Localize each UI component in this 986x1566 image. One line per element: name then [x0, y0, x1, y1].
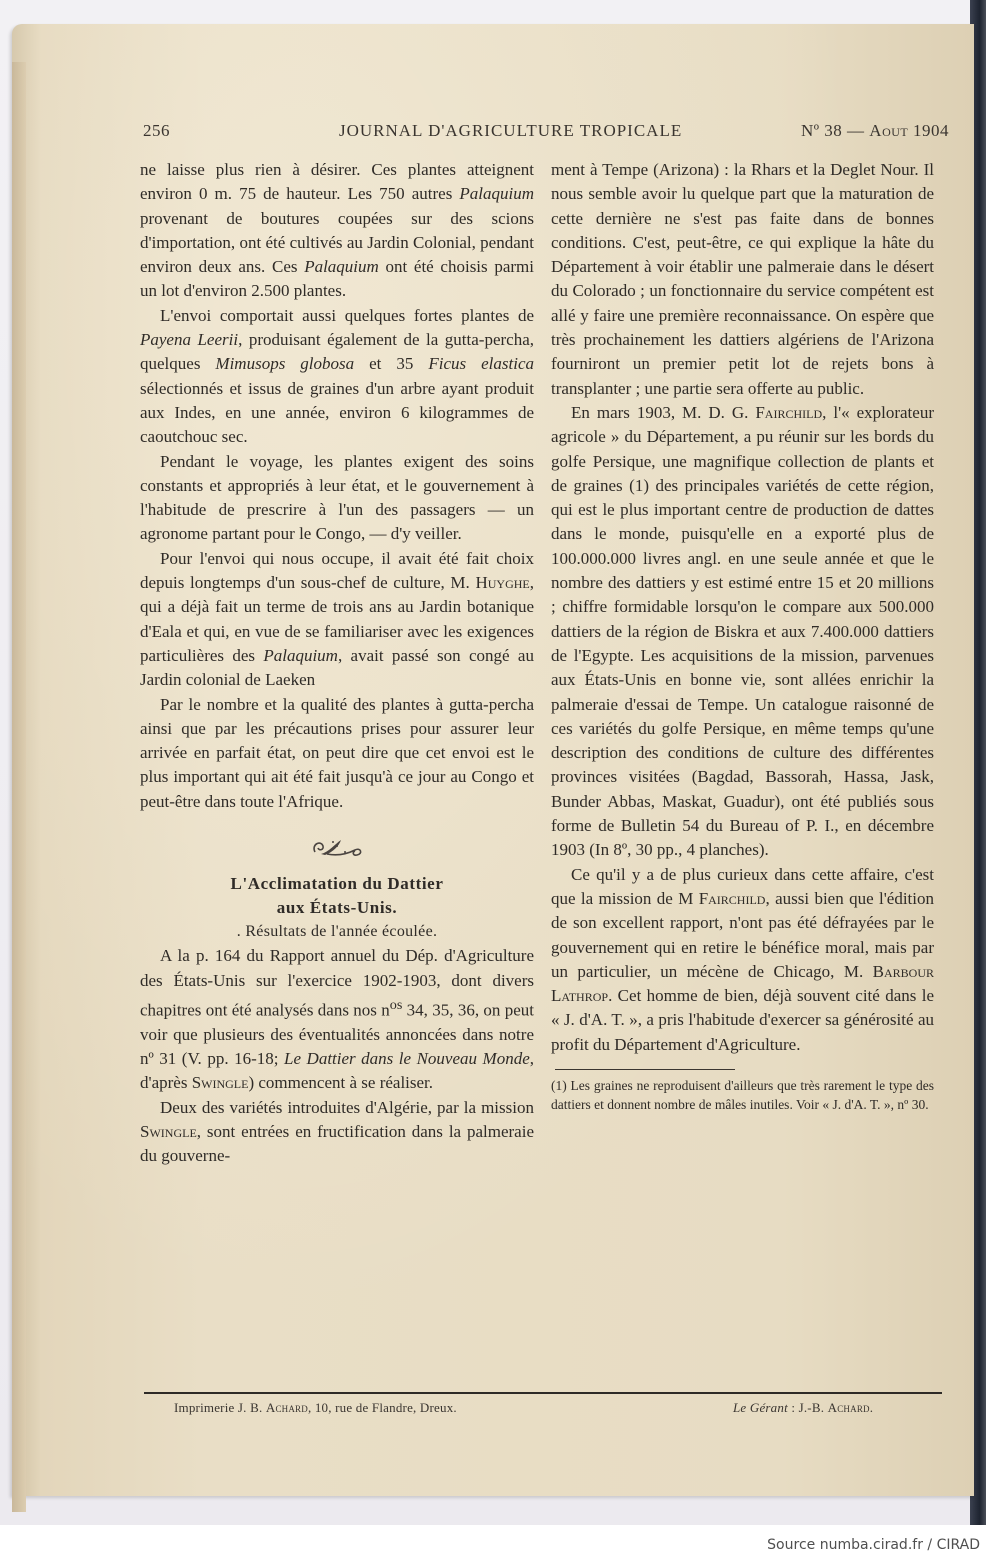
text: Deux des variétés introduites d'Algérie, par la mission	[160, 1097, 534, 1117]
text: 34, 35, 36, on peut voir que plusieurs des éventualités annoncées dans notre nº 31 (V. pp. 16-18;	[140, 1000, 534, 1069]
source-credit: Source numba.cirad.fr / CIRAD	[767, 1537, 980, 1553]
person-name: Barbour Lathrop	[551, 961, 934, 1006]
printer-name: Achard	[265, 1400, 308, 1415]
text: provenant de boutures coupées sur des scions d'importation, ont été cultivés au Jardin Colonial, pendant environ deux ans. Ces	[140, 208, 534, 277]
left-column	[140, 158, 534, 1169]
person-name: Fairchild	[698, 888, 766, 908]
text: A la p. 164 du Rapport annuel du Dép. d'Agriculture des États-Unis sur l'exercice 1902-1903, dont divers chapitres ont été analysés dans nos n	[140, 946, 534, 1020]
text: ont été choisis parmi un lot d'environ 2.500 plantes.	[140, 257, 534, 301]
paragraph: Par le nombre et la qualité des plantes à gutta-percha ainsi que par les précautions prises pour assurer leur arrivée en parfait état, on peut dire que cet envoi est le plus important qui ait été fait jusqu'à ce jour au Congo et peut-être dans toute l'Afrique.	[140, 694, 534, 811]
issue-info	[801, 121, 949, 141]
person-name: Swingle	[191, 1073, 249, 1093]
text: , produisant également de la gutta-percha, quelques	[140, 330, 534, 374]
article-title-line-1: L'Acclimatation du Dattier	[230, 874, 444, 894]
text: . Cet homme de bien, déjà souvent cité dans le « J. d'A. T. », a pris l'habitude d'exercer sa générosité au profit du Département d'Agriculture.	[551, 986, 934, 1054]
text: et 35	[354, 354, 429, 374]
text: , avait passé son congé au Jardin colonial de Laeken	[140, 645, 534, 690]
paragraph	[551, 863, 934, 1057]
cited-title: Le Dattier dans le Nouveau Monde	[284, 1049, 530, 1069]
text: , l'« explorateur agricole » du Département, a pu réunir sur les bords du golfe Persique, une magnifique collection de plants et de graines (1) des principales variétés de cette région, qui est le plus important centre de production de dattes dans le monde, puisqu'elle en a exporté plus de 100.000.000 livres angl. en une seule année et que le nombre des dattiers y est estimé entre 15 et 20 millions ; chiffre formidable lorsqu'on le compare aux 500.000 dattiers de la région de Biskra et aux 7.400.000 dattiers de l'Egypte. Les acquisitions de la mission, parvenues aux États-Unis en bonne vie, sont allées enrichir la palmeraie d'essai de Tempe. Un catalogue raisonné de ces variétés du golfe Persique, en même temps qu'une description des conditions de culture des différentes provinces visitées (Bagdad, Bassorah, Hassa, Jask, Bunder Abbas, Maskat, Guadur), ont été publiés sous forme de Bulletin 54 du Bureau of P. I., en décembre 1903 (In 8º, 30 pp., 4 planches).	[551, 402, 934, 860]
issue-month: Aout	[869, 121, 909, 140]
text: ne laisse plus rien à désirer. Ces plantes atteignent environ 0 m. 75 de hauteur. Les 750 autres	[140, 160, 534, 204]
footnote-rule	[555, 1069, 735, 1070]
text: ) commencent à se réaliser.	[248, 1073, 434, 1093]
paragraph	[140, 158, 534, 304]
paragraph: ment à Tempe (Arizona) : la Rhars et la Deglet Nour. Il nous semble avoir lu quelque part que la maturation de cette dernière ne s'est pas faite dans de bonnes conditions. C'est, peut-être, ce qui explique la hâte du Département à voir établir une palmeraie dans le désert du Colorado ; un fonctionnaire du service compétent est allé y faire une première reconnaissance. On espère que très prochainement les dattiers algériens de l'Arizona fourniront un premier petit lot de rejets bons à transplanter ; une partie sera offerte au public.	[551, 160, 934, 398]
page-stack-edge	[12, 62, 26, 1512]
species-name: Palaquium	[263, 645, 338, 665]
species-name: Mimusops globosa	[215, 354, 355, 374]
journal-title: JOURNAL D'AGRICULTURE TROPICALE	[339, 121, 683, 140]
bottom-rule	[144, 1392, 942, 1394]
text: En mars 1903, M. D. G.	[571, 402, 756, 422]
species-name: Palaquium	[459, 184, 534, 204]
text: sélectionnés et issus de graines d'un arbre ayant produit aux Indes, en une année, environ 6 kilogrammes de caoutchouc sec.	[140, 378, 534, 447]
text: Ce qu'il y a de plus curieux dans cette affaire, c'est que la mission de M	[551, 864, 934, 908]
person-name: Swingle	[140, 1122, 197, 1142]
text: , sont entrées en fructification dans la palmeraie du gouverne-	[140, 1122, 534, 1166]
species-name: Payena Leerii	[140, 330, 239, 350]
footnote: (1) Les graines ne reproduisent d'ailleurs que très rarement le type des dattiers et donnent nombre de mâles inutiles. Voir « J. d'A. T. », nº 30.	[551, 1077, 934, 1112]
article-subtitle: . Résultats de l'année écoulée.	[236, 923, 438, 941]
text: : J.-B.	[787, 1400, 828, 1415]
person-name: Huyghe	[475, 573, 530, 593]
text: Imprimerie J. B.	[174, 1400, 266, 1415]
species-name: Palaquium	[304, 257, 379, 277]
right-column	[551, 158, 934, 1114]
fleuron-ornament-icon	[307, 834, 367, 860]
text: , 10, rue de Flandre, Dreux.	[307, 1400, 457, 1415]
running-head	[143, 121, 949, 145]
paragraph: Pendant le voyage, les plantes exigent des soins constants et appropriés à leur état, et le gouvernement à l'habitude de prescrire à l'un des passagers — un agronome partant pour le Congo, — d'y veiller.	[140, 451, 534, 544]
printer-imprint	[174, 1400, 457, 1416]
text: Pour l'envoi qui nous occupe, il avait été fait choix depuis longtemps d'un sous-chef de culture, M.	[140, 548, 534, 593]
manager-imprint	[733, 1400, 873, 1416]
paragraph	[551, 401, 934, 863]
text: , qui a déjà fait un terme de trois ans au Jardin botanique d'Eala et qui, en vue de se familiariser avec les exigences particulières des	[140, 573, 534, 665]
paragraph	[140, 944, 534, 1095]
text: , d'après	[140, 1049, 534, 1093]
issue-number: Nº 38 —	[800, 121, 865, 140]
issue-year: 1904	[913, 121, 949, 140]
manager-label: Le Gérant	[733, 1400, 788, 1415]
text: L'envoi comportait aussi quelques fortes plantes de	[160, 305, 534, 325]
species-name: Ficus elastica	[428, 354, 534, 374]
person-name: Fairchild	[755, 402, 823, 422]
text: , aussi bien que l'édition de son excellent rapport, n'ont pas été défrayées par le gouvernement qui en retire le bénéfice moral, mais par un particulier, un mécène de Chicago, M.	[551, 888, 934, 981]
page-number: 256	[143, 121, 170, 140]
manager-name: Achard.	[827, 1400, 874, 1415]
paragraph	[140, 547, 534, 693]
superscript: os	[389, 996, 403, 1013]
article-title-line-2: aux États-Unis.	[276, 898, 398, 918]
paragraph	[140, 304, 534, 450]
paragraph	[140, 1096, 534, 1169]
